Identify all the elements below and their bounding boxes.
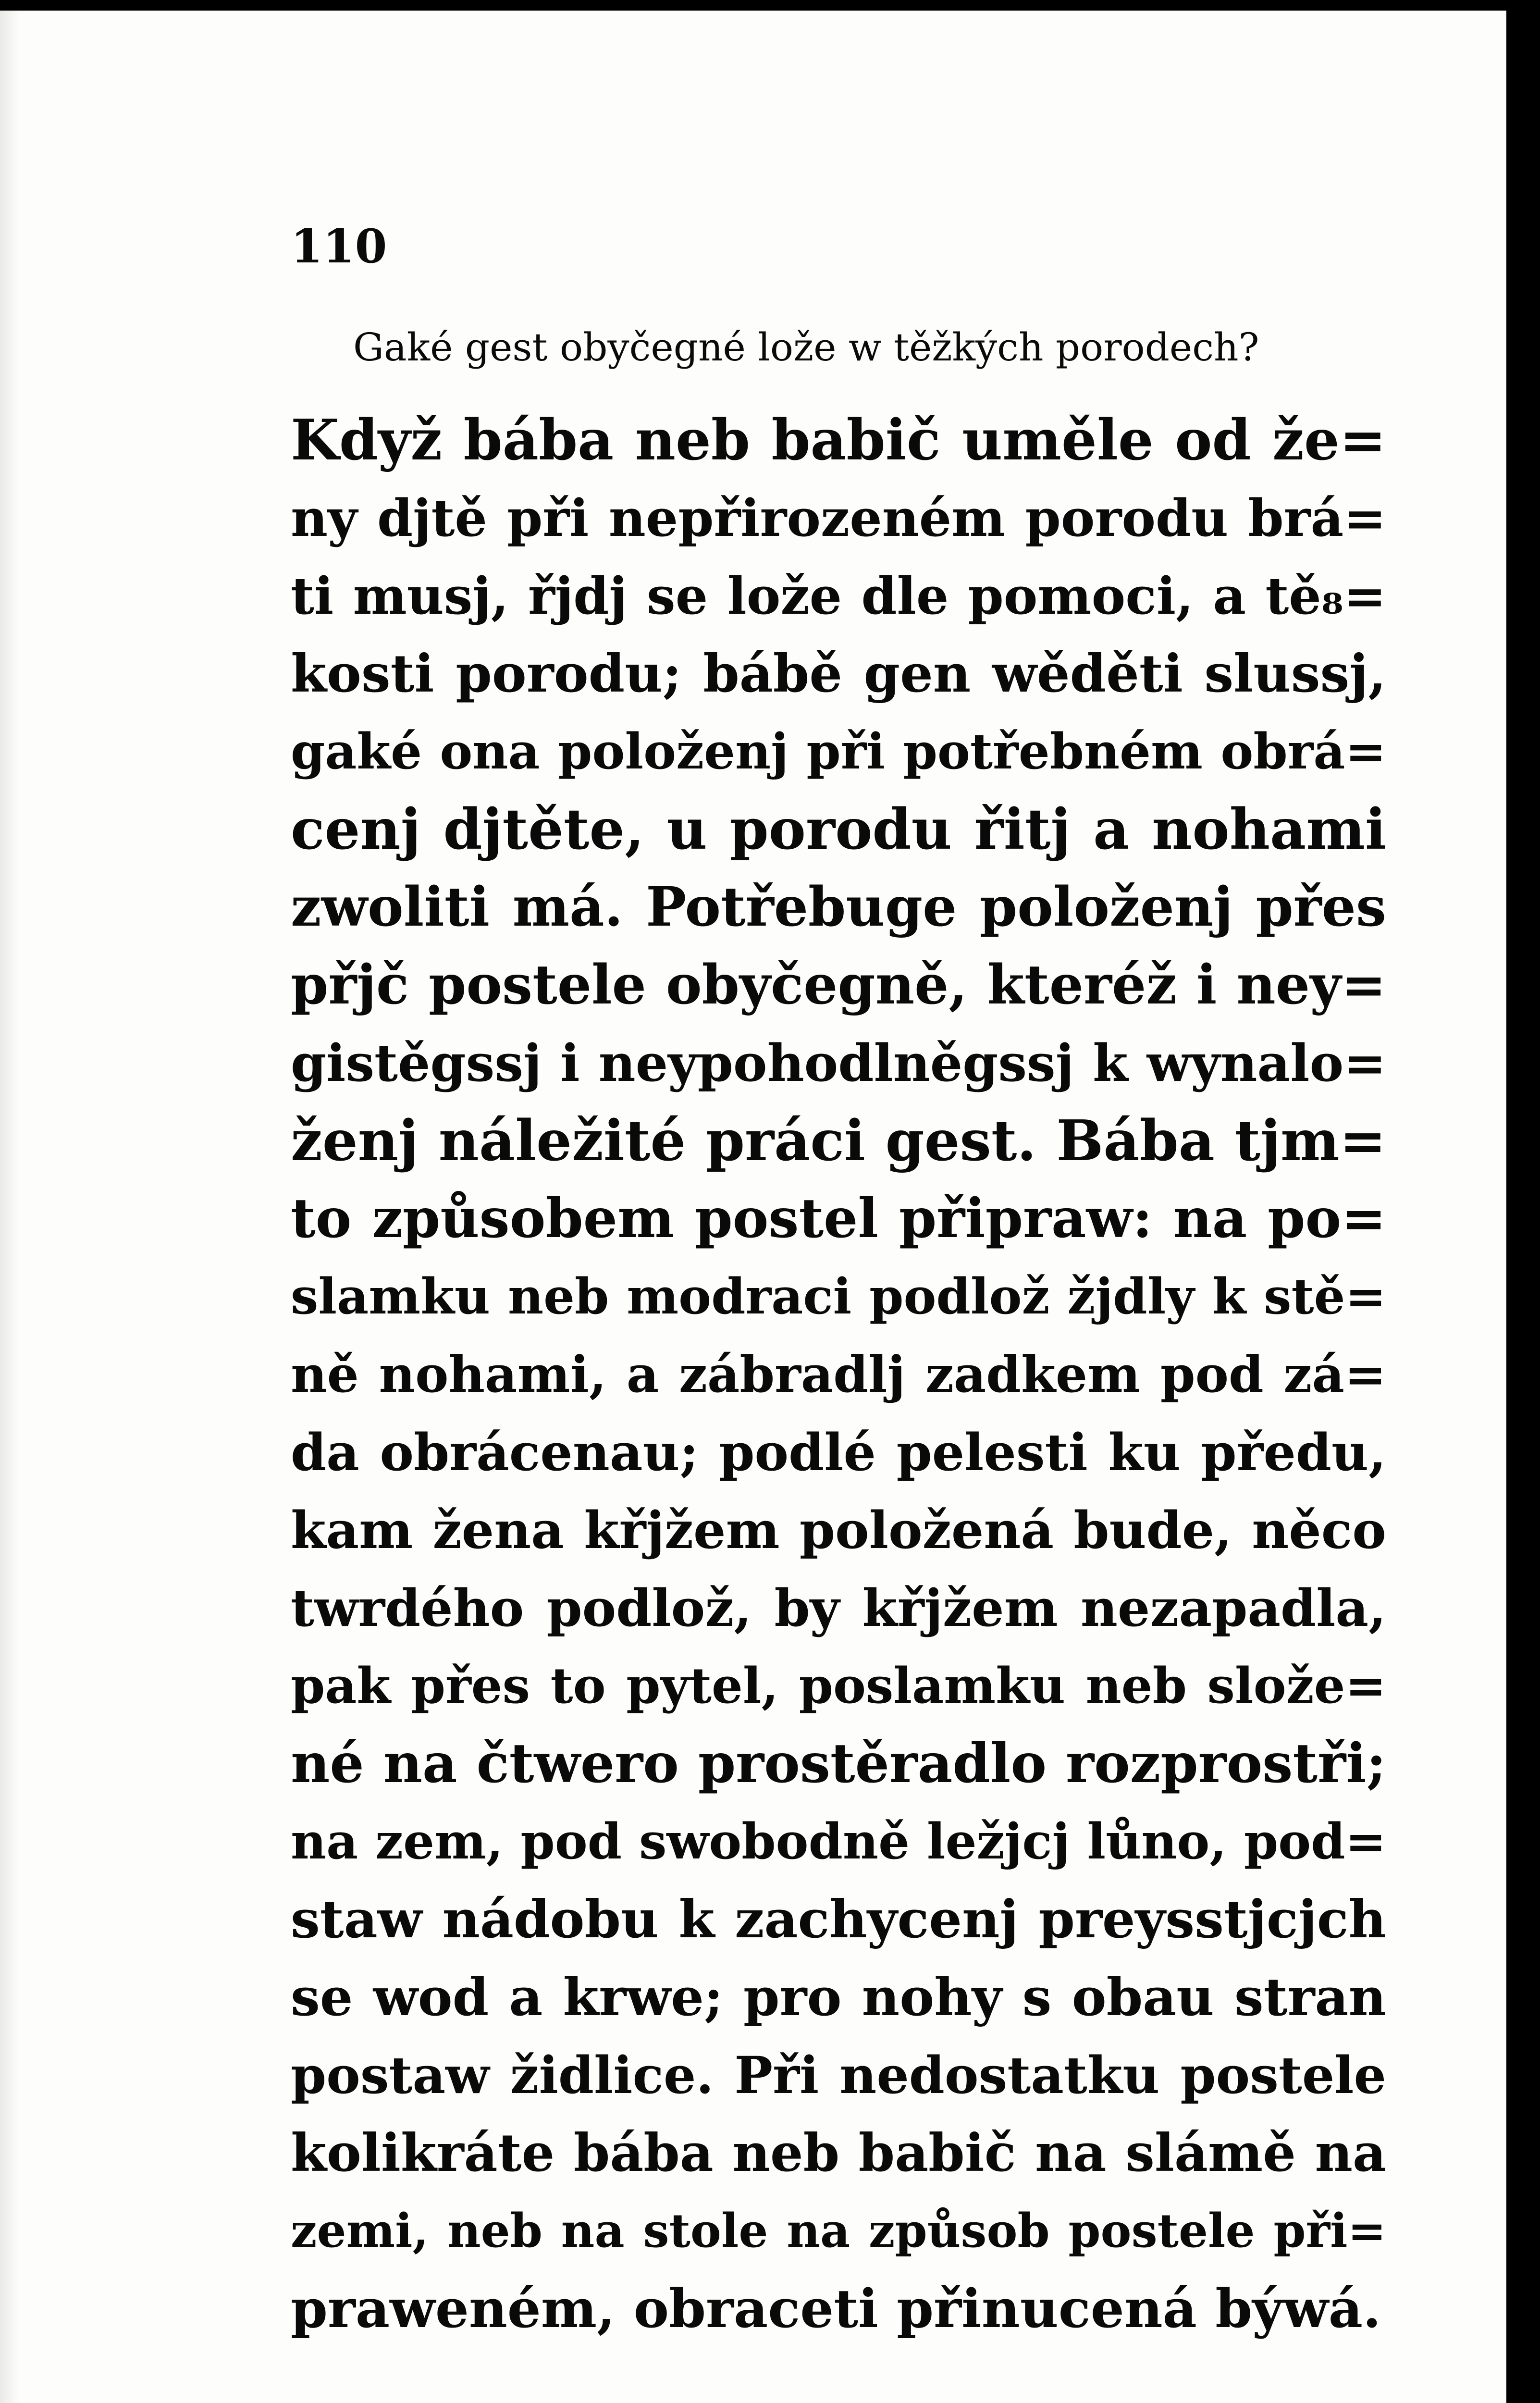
text-line: da obrácenau; podlé pelesti ku předu, bbox=[291, 1422, 1386, 1482]
text-line: ně nohami, a zábradlj zadkem pod zá= bbox=[291, 1345, 1386, 1404]
body-paragraph bbox=[291, 401, 1386, 2348]
text-line: staw nádobu k zachycenj preysstjcjch bbox=[291, 1889, 1386, 1950]
text-line: ny djtě při nepřirozeném porodu brá= bbox=[291, 488, 1386, 548]
scan-border-top bbox=[0, 0, 1540, 11]
text-line: přjč postele obyčegně, kteréž i ney= bbox=[291, 954, 1386, 1016]
text-line: se wod a krwe; pro nohy s obau stran bbox=[291, 1967, 1386, 2028]
text-line: cenj djtěte, u porodu řitj a nohami bbox=[291, 797, 1386, 862]
page-gutter bbox=[0, 0, 19, 2403]
text-line: kolikráte bába neb babič na slámě na bbox=[291, 2123, 1386, 2183]
text-line: twrdého podlož, by křjžem nezapadla, bbox=[291, 1578, 1386, 1638]
text-line: gaké ona položenj při potřebném obrá= bbox=[291, 723, 1386, 780]
text-line: kosti porodu; bábě gen wěděti slussj, bbox=[291, 644, 1386, 704]
text-line: Když bába neb babič uměle od že= bbox=[291, 408, 1386, 473]
text-line: zwoliti má. Potřebuge položenj přes bbox=[291, 876, 1386, 939]
text-line: pak přes to pytel, poslamku neb slože= bbox=[291, 1657, 1386, 1715]
text-line: slamku neb modraci podlož žjdly k stě= bbox=[291, 1268, 1386, 1325]
section-question: Gaké gest obyčegné lože w těžkých porodech? bbox=[353, 325, 1259, 370]
scan-border-right bbox=[1506, 0, 1540, 2403]
page-number: 110 bbox=[291, 219, 387, 273]
text-line: gistěgssj i neypohodlněgssj k wynalo= bbox=[291, 1033, 1386, 1093]
text-line: ti musj, řjdj se lože dle pomoci, a tě₈= bbox=[291, 566, 1386, 626]
text-line: to způsobem postel připraw: na po= bbox=[291, 1187, 1386, 1250]
text-line: né na čtwero prostěradlo rozprostři; bbox=[291, 1732, 1386, 1795]
text-line: zemi, neb na stole na způsob postele při= bbox=[291, 2204, 1386, 2258]
text-line: ženj náležité práci gest. Bába tjm= bbox=[291, 1108, 1386, 1174]
text-line: praweném, obraceti přinucená býwá. bbox=[291, 2278, 1381, 2340]
text-line: kam žena křjžem položená bude, něco bbox=[291, 1500, 1386, 1560]
text-line: postaw židlice. Při nedostatku postele bbox=[291, 2045, 1386, 2105]
text-line: na zem, pod swobodně ležjcj lůno, pod= bbox=[291, 1813, 1386, 1870]
